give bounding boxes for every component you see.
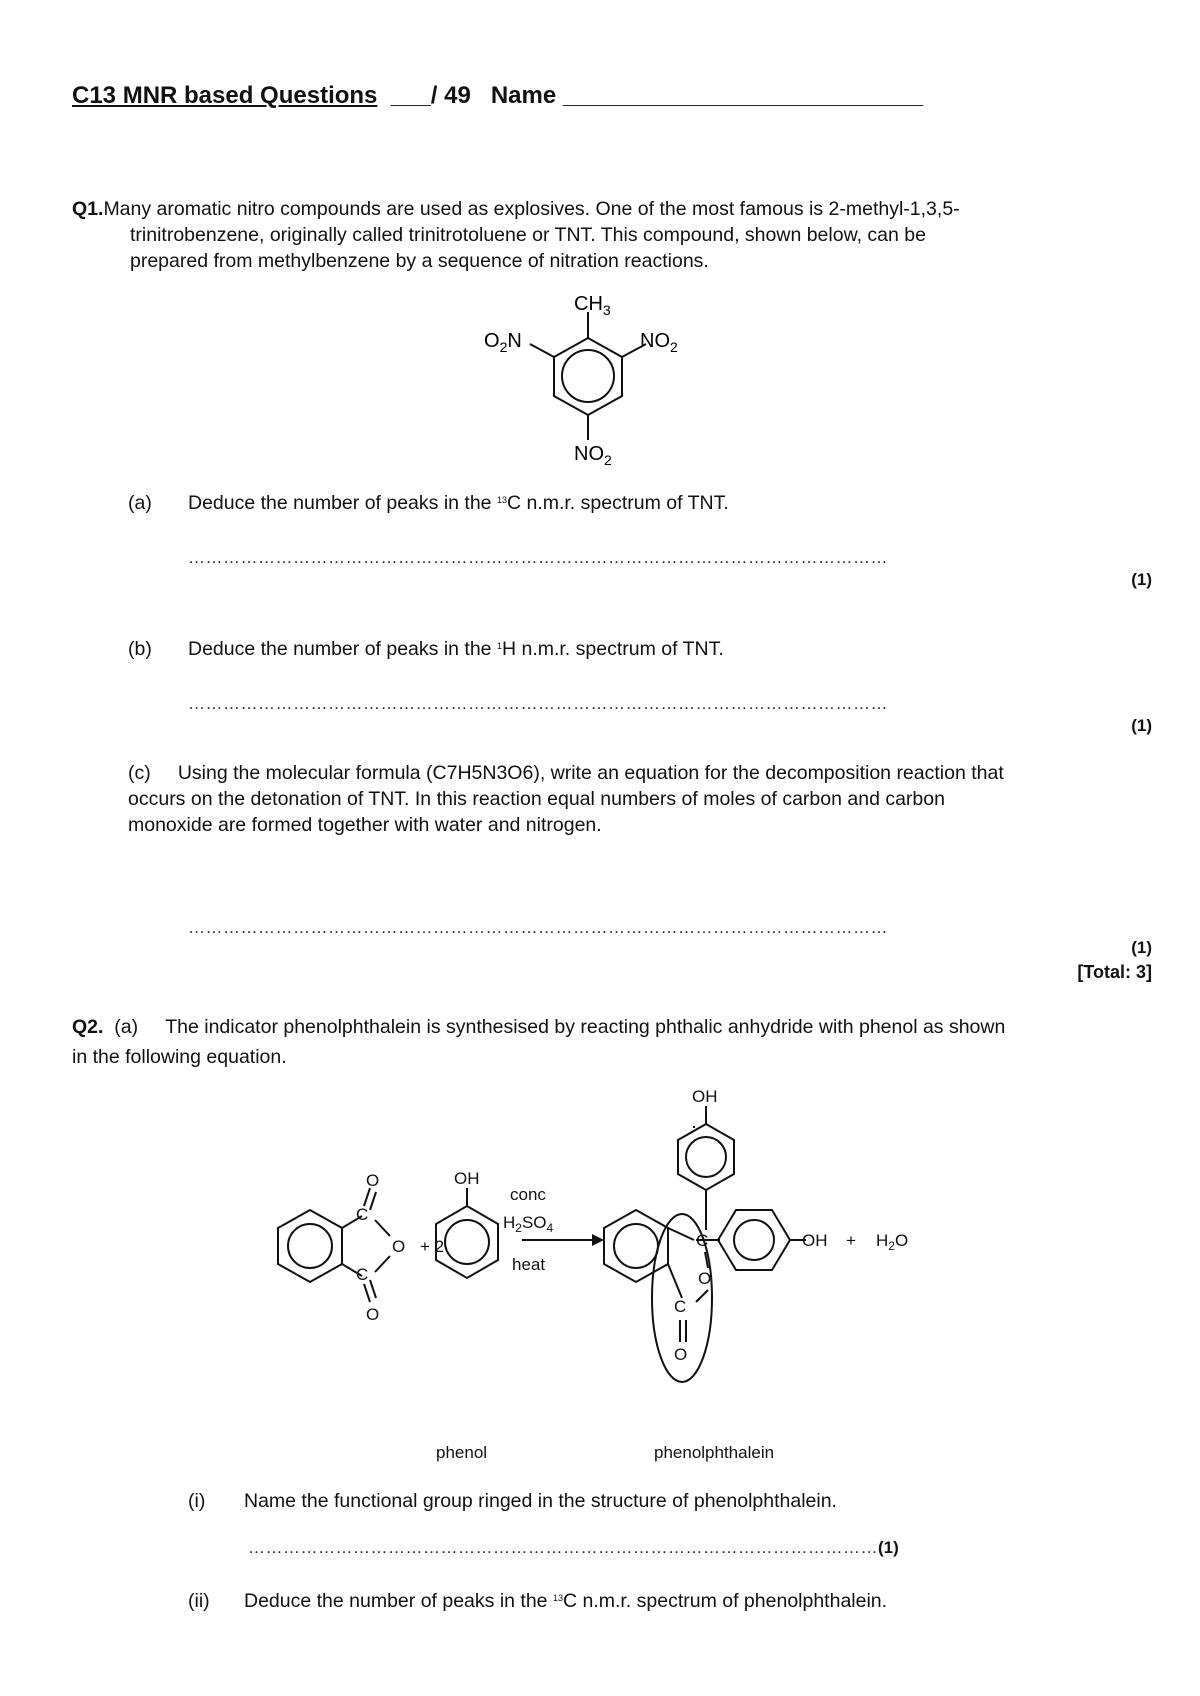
q1c-line2: occurs on the detonation of TNT. In this reaction equal numbers of moles of carbon and carbon: [128, 788, 945, 810]
q2ii-text-before: Deduce the number of peaks in the: [244, 1590, 553, 1612]
anhydride-c-bottom: C: [356, 1265, 369, 1284]
q2-intro-line1: The indicator phenolphthalein is synthesised by reacting phthalic anhydride with phenol as shown: [165, 1016, 1006, 1038]
q2ii-label: (ii): [188, 1590, 210, 1612]
q2ii-question: [244, 1590, 887, 1613]
phenol-oh-label: OH: [454, 1169, 480, 1188]
phenol-aromatic-circle: [445, 1220, 489, 1264]
q2i-answer-row: [248, 1538, 899, 1558]
q1-total: [Total: 3]: [1077, 962, 1152, 982]
q1b-isotope: 1: [496, 641, 502, 651]
ch3-label: $CH_3$: [574, 293, 611, 318]
plus-label: +: [846, 1231, 856, 1250]
q2i-answer-line[interactable]: ………………………………………………………………………………………………: [248, 1538, 878, 1557]
title-text: C13 MNR based Questions: [72, 82, 378, 109]
q1a-text-after: C n.m.r. spectrum of TNT.: [506, 492, 729, 514]
anhydride-o-ring: O: [392, 1237, 406, 1256]
q1-intro-line1: Many aromatic nitro compounds are used as explosives. One of the most famous is 2-methyl-1,3,5-: [103, 198, 960, 220]
score-total: ___/ 49: [390, 82, 471, 109]
no2-right-label: $NO_2$: [640, 330, 678, 355]
product-c-central: C: [696, 1231, 709, 1250]
product-right-aromatic-circle: [734, 1220, 774, 1260]
product-c-carbonyl: C: [674, 1297, 687, 1316]
q2-intro: [72, 1012, 1152, 1072]
q1a-text-before: Deduce the number of peaks in the: [188, 492, 497, 514]
q1b-label: (b): [128, 638, 152, 660]
q1c-answer-line[interactable]: …………………………………………………………………………………………………………: [188, 918, 888, 937]
q1c-label: (c): [128, 762, 151, 784]
water-label: $H_2O$: [876, 1231, 909, 1253]
q1a-isotope: 13: [496, 495, 507, 505]
q2i-question: Name the functional group ringed in the structure of phenolphthalein.: [244, 1490, 837, 1512]
anhydride-aromatic-circle: [288, 1224, 332, 1268]
q1-intro-line3: prepared from methylbenzene by a sequence of nitration reactions.: [130, 250, 709, 272]
q1c-question: [128, 760, 1148, 838]
q1a-marks: (1): [1131, 570, 1152, 589]
q1b-answer-line[interactable]: …………………………………………………………………………………………………………: [188, 694, 888, 713]
q2-intro-line2: in the following equation.: [72, 1046, 287, 1068]
reagent-conc: conc: [510, 1185, 546, 1204]
q1b-question: [188, 638, 724, 661]
q1a-question: [188, 492, 729, 515]
arrow-head: [592, 1234, 604, 1246]
o2n-label: $O_2N$: [484, 330, 522, 355]
plus-two-label: + 2: [420, 1237, 445, 1256]
reagent-heat: heat: [512, 1255, 546, 1274]
q1b-marks: (1): [1131, 716, 1152, 735]
phenol-caption: phenol: [436, 1443, 488, 1462]
name-field[interactable]: ___________________________: [562, 82, 924, 109]
aromatic-circle: [562, 350, 614, 402]
anhydride-o-top: O: [366, 1171, 380, 1190]
product-oh-right: OH: [802, 1231, 828, 1250]
q1b-text-before: Deduce the number of peaks in the: [188, 638, 497, 660]
q1c-line3: monoxide are formed together with water and nitrogen.: [128, 814, 602, 836]
q2ii-text-after: C n.m.r. spectrum of phenolphthalein.: [562, 1590, 888, 1612]
anhydride-o-bottom: O: [366, 1305, 380, 1324]
q1c-line1: Using the molecular formula (C7H5N3O6), write an equation for the decomposition reaction that: [177, 762, 1004, 784]
no2-bottom-label: $NO_2$: [574, 443, 612, 468]
q2ii-isotope: 13: [552, 1593, 563, 1603]
q1-number: Q1.: [72, 198, 104, 220]
q1-intro: [72, 196, 1142, 274]
q1-intro-line2: trinitrobenzene, originally called trinitrotoluene or TNT. This compound, shown below, can be: [130, 224, 926, 246]
q2-number: Q2.: [72, 1016, 104, 1038]
tnt-structure-diagram: [470, 290, 710, 475]
phenolphthalein-caption: phenolphthalein: [654, 1443, 775, 1462]
reagent-h2so4: $H_2SO_4$: [503, 1213, 554, 1235]
name-label: Name: [490, 82, 557, 109]
reaction-scheme-diagram: [220, 1080, 1140, 1480]
product-o-carbonyl: O: [674, 1345, 688, 1364]
page-title: [72, 82, 923, 110]
q2i-marks: (1): [878, 1538, 899, 1557]
q1a-answer-line[interactable]: …………………………………………………………………………………………………………: [188, 548, 888, 567]
product-o-ring: O: [698, 1269, 712, 1288]
anhydride-c-top: C: [356, 1205, 369, 1224]
q1c-marks: (1): [1131, 938, 1152, 957]
q2-part: (a): [114, 1016, 139, 1038]
product-aromatic-circle: [614, 1224, 658, 1268]
product-top-aromatic-circle: [686, 1137, 726, 1177]
q2i-label: (i): [188, 1490, 206, 1512]
q1a-label: (a): [128, 492, 152, 514]
q1b-text-after: H n.m.r. spectrum of TNT.: [501, 638, 724, 660]
product-oh-top: OH: [692, 1087, 718, 1106]
